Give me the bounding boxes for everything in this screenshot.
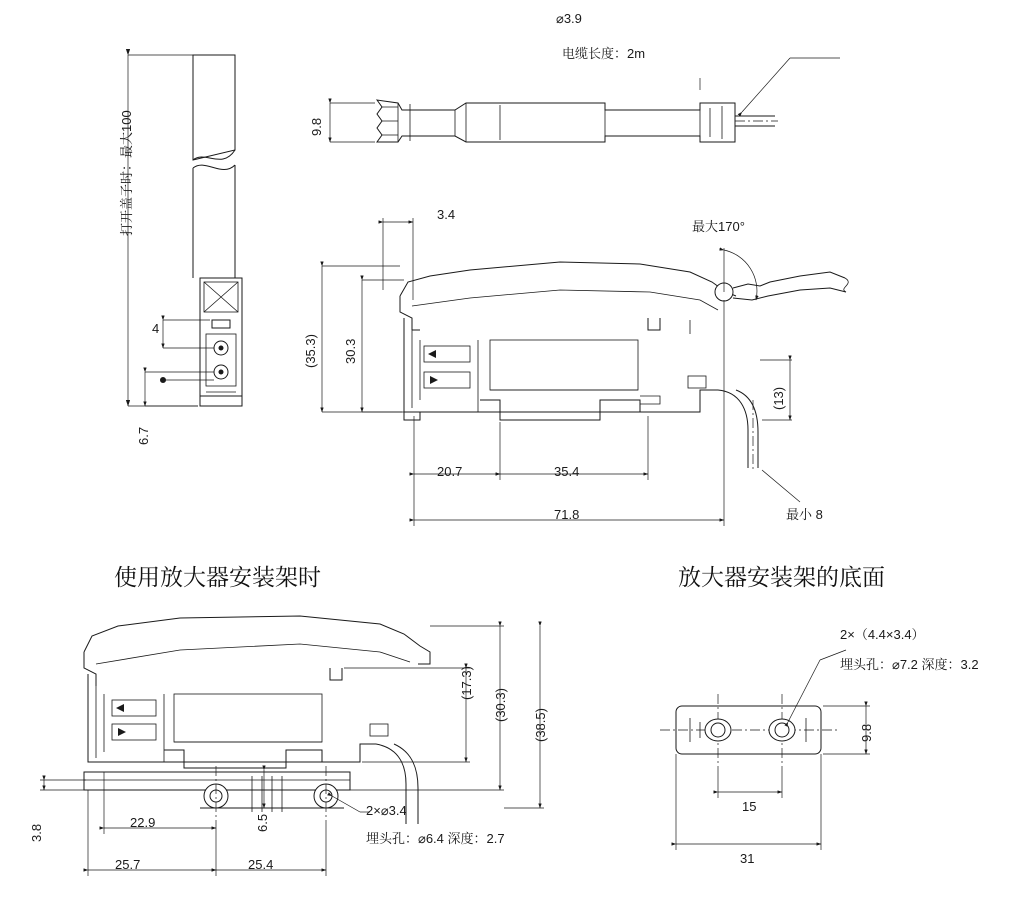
label-dim-13: (13) xyxy=(771,386,786,410)
label-dim-9-8: 9.8 xyxy=(859,723,874,742)
label-dim-15: 15 xyxy=(742,799,757,814)
label-dim-30-3b: (30.3) xyxy=(493,688,508,722)
label-max-angle: 最大170° xyxy=(692,219,745,234)
label-dim-31: 31 xyxy=(740,851,755,866)
label-min-8: 最小 8 xyxy=(786,507,823,522)
label-hole-2x3-4: 2×⌀3.4 xyxy=(366,803,407,818)
label-dim-30-3: 30.3 xyxy=(343,338,358,364)
side-view-geometry xyxy=(128,55,242,406)
label-dim-35-3: (35.3) xyxy=(303,334,318,368)
label-dim-6-7: 6.7 xyxy=(136,426,151,445)
main-side-view-geometry xyxy=(322,218,848,526)
label-dim-17-3: (17.3) xyxy=(459,666,474,700)
label-hole-2x-rect: 2×（4.4×3.4） xyxy=(840,627,925,642)
label-dim-35-4: 35.4 xyxy=(554,464,580,479)
label-dim-38-5: (38.5) xyxy=(533,708,548,742)
cable-plan-view-geometry xyxy=(330,58,840,142)
title-bracket-bottom: 放大器安装架的底面 xyxy=(678,564,885,590)
bracket-bottom-view-geometry xyxy=(660,650,870,850)
label-dim-6-5: 6.5 xyxy=(255,813,270,832)
title-bracket-usage: 使用放大器安装架时 xyxy=(114,564,321,590)
label-dim-25-7: 25.7 xyxy=(115,857,141,872)
label-counterbore-7-2: 埋头孔：⌀7.2 深度：3.2 xyxy=(840,657,979,672)
label-cable-length: 电缆长度：2m xyxy=(562,46,646,61)
label-body-height-9-8: 9.8 xyxy=(309,117,324,136)
label-cable-diameter: ⌀3.9 xyxy=(556,11,582,26)
label-dim-22-9: 22.9 xyxy=(130,815,156,830)
label-dim-71-8: 71.8 xyxy=(554,507,580,522)
label-open-cover-max100: 打开盖子时：最大100 xyxy=(119,110,134,236)
label-dim-25-4: 25.4 xyxy=(248,857,274,872)
label-dim-4: 4 xyxy=(152,321,160,336)
label-dim-3-8: 3.8 xyxy=(29,823,44,842)
label-dim-20-7: 20.7 xyxy=(437,464,463,479)
label-counterbore-6-4: 埋头孔：⌀6.4 深度：2.7 xyxy=(366,831,505,846)
label-dim-3-4: 3.4 xyxy=(437,207,456,222)
